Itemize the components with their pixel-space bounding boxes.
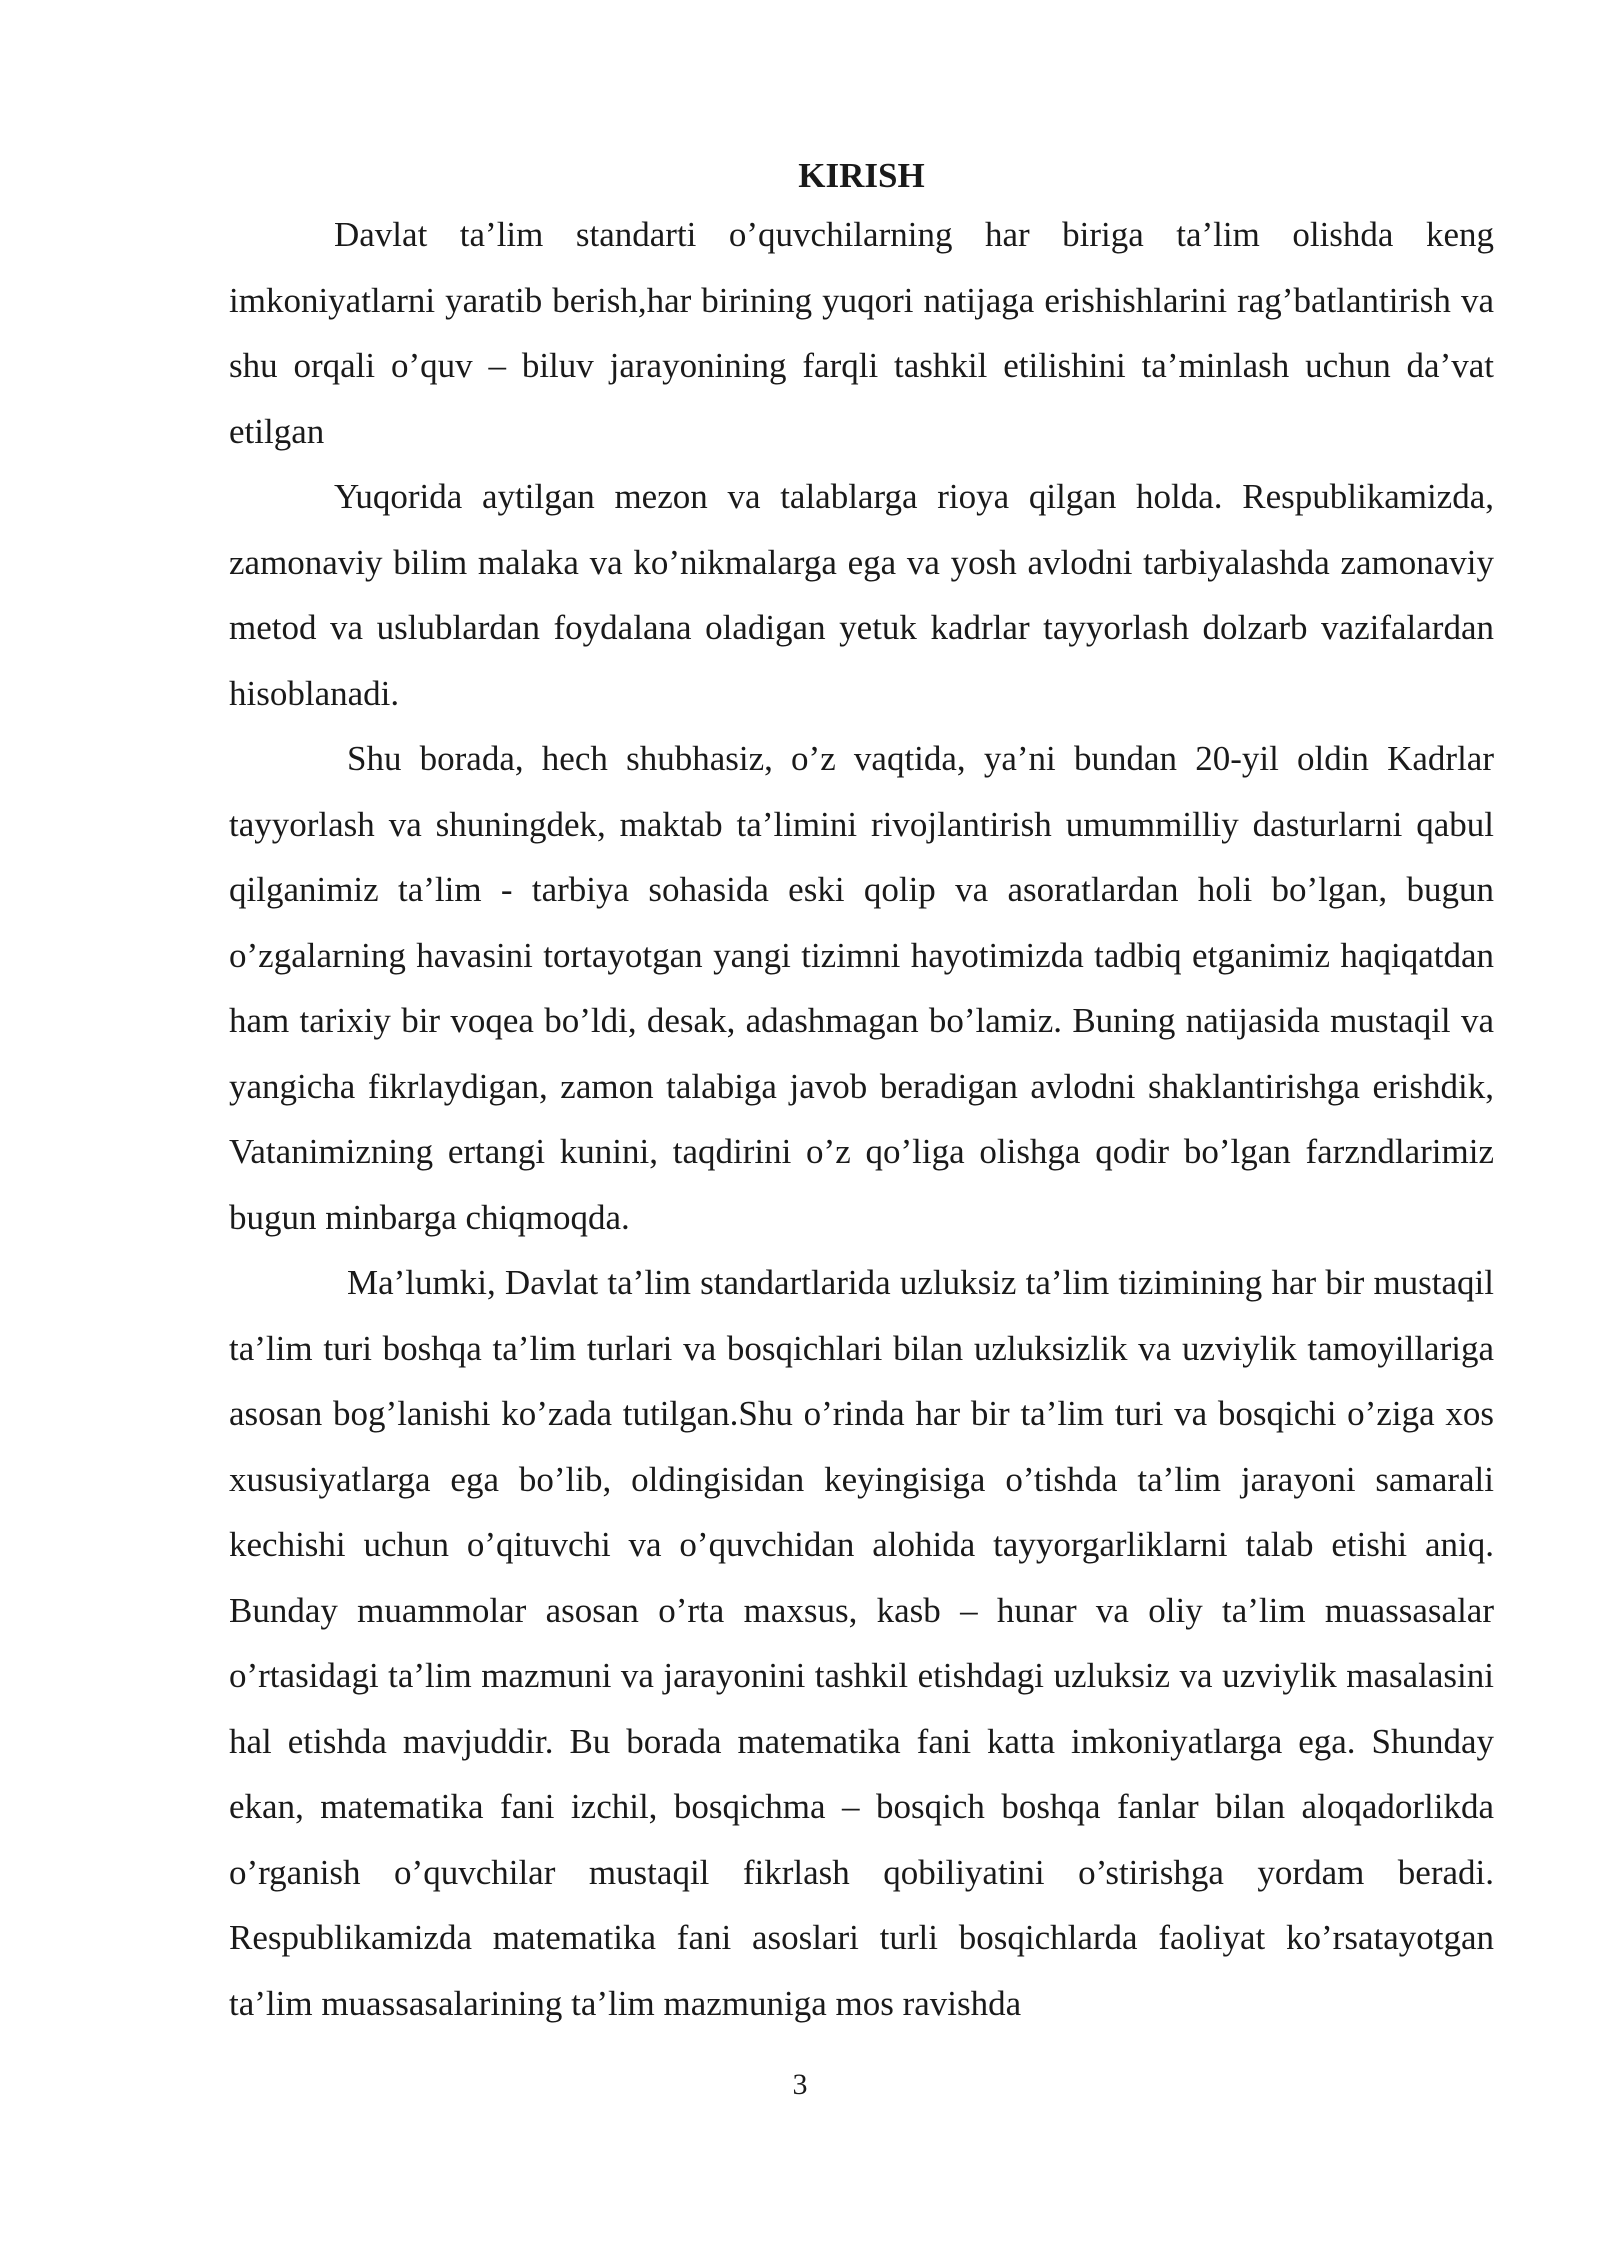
page-heading: KIRISH (798, 156, 925, 195)
paragraph-1: Davlat ta’lim standarti o’quvchilarning har biriga ta’lim olishda keng imkoniyatlarni yaratib berish,har birining yuqori natijaga erishishlarini rag’batlantirish va shu orqali o’quv – biluv jarayonining farqli tashkil etilishini ta’minlash uchun da’vat etilgan (229, 215, 1494, 451)
paragraph-4: Ma’lumki, Davlat ta’lim standartlarida uzluksiz ta’lim tizimining har bir mustaqil ta’lim turi boshqa ta’lim turlari va bosqichlari bilan uzluksizlik va uzviylik tamoyillariga asosan bog’lanishi ko’zada tutilgan.Shu o’rinda har bir ta’lim turi va bosqichi o’ziga xos xususiyatlarga ega bo’lib, oldingisidan keyingisiga o’tishda ta’lim jarayoni samarali kechishi uchun o’qituvchi va o’quvchidan alohida tayyorgarliklarni talab etishi aniq. Bunday muammolar asosan o’rta maxsus, kasb – hunar va oliy ta’lim muassasalar o’rtasidagi ta’lim mazmuni va jarayonini tashkil etishdagi uzluksiz va uzviylik masalasini hal etishda mavjuddir. Bu borada matematika fani katta imkoniyatlarga ega. Shunday ekan, matematika fani izchil, bosqichma – bosqich boshqa fanlar bilan aloqadorlikda o’rganish o’quvchilar mustaqil fikrlash qobiliyatini o’stirishga yordam beradi. Respublikamizda matematika fani asoslari turli bosqichlarda faoliyat ko’rsatayotgan ta’lim muassasalarining ta’lim mazmuniga mos ravishda (229, 1263, 1494, 2023)
page-content (229, 150, 1494, 2036)
paragraph-3: Shu borada, hech shubhasiz, o’z vaqtida, ya’ni bundan 20-yil oldin Kadrlar tayyorlash va shuningdek, maktab ta’limini rivojlantirish umummilliy dasturlarni qabul qilganimiz ta’lim - tarbiya sohasida eski qolip va asoratlardan holi bo’lgan, bugun o’zgalarning havasini tortayotgan yangi tizimni hayotimizda tadbiq etganimiz haqiqatdan ham tarixiy bir voqea bo’ldi, desak, adashmagan bo’lamiz. Buning natijasida mustaqil va yangicha fikrlaydigan, zamon talabiga javob beradigan avlodni shaklantirishga erishdik, Vatanimizning ertangi kunini, taqdirini o’z qo’liga olishga qodir bo’lgan farzndlarimiz bugun minbarga chiqmoqda. (229, 739, 1494, 1237)
paragraph-2: Yuqorida aytilgan mezon va talablarga rioya qilgan holda. Respublikamizda, zamonaviy bilim malaka va ko’nikmalarga ega va yosh avlodni tarbiyalashda zamonaviy metod va uslublardan foydalana oladigan yetuk kadrlar tayyorlash dolzarb vazifalardan hisoblanadi. (229, 477, 1494, 713)
page-number: 3 (792, 2068, 808, 2101)
